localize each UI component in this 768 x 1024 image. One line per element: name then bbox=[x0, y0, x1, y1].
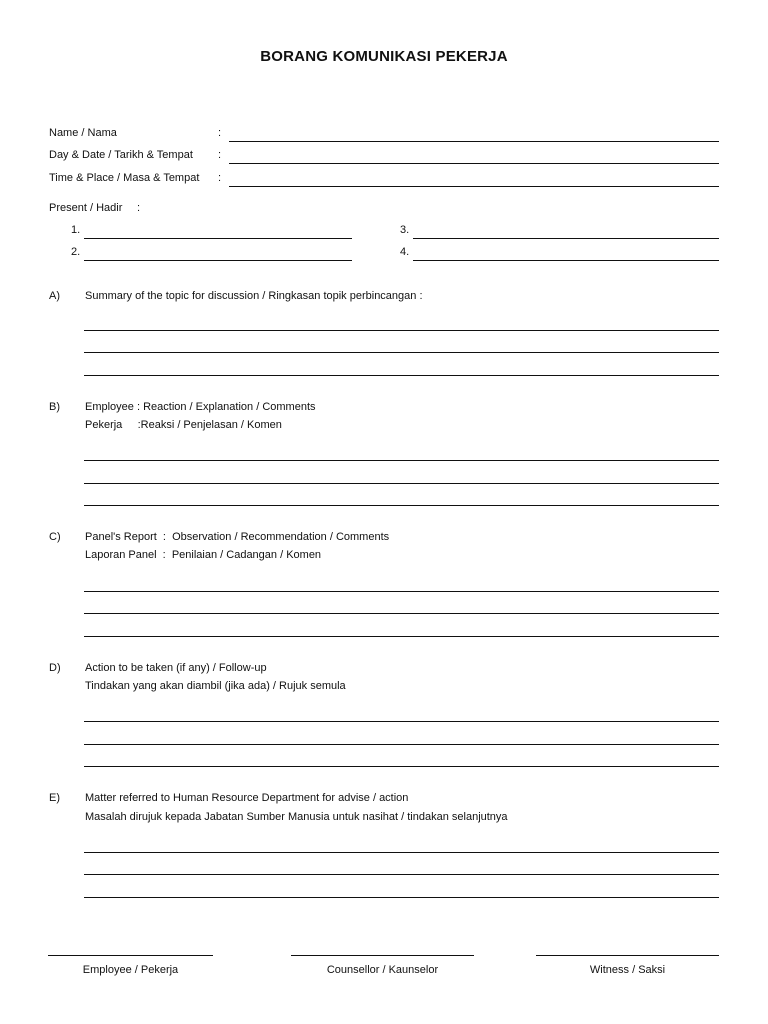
day-date-field[interactable] bbox=[229, 149, 719, 164]
attendee-field-3[interactable] bbox=[413, 224, 719, 239]
section-c-writing-line[interactable] bbox=[84, 613, 719, 614]
section-e-letter: E) bbox=[49, 792, 60, 804]
present-colon: : bbox=[137, 202, 141, 214]
section-e-writing-line[interactable] bbox=[84, 897, 719, 898]
section-d-heading: Action to be taken (if any) / Follow-up bbox=[85, 662, 267, 674]
section-b-heading: Employee : Reaction / Explanation / Comments bbox=[85, 401, 316, 413]
attendee-number-3: 3. bbox=[400, 224, 410, 236]
section-b-subheading: Pekerja :Reaksi / Penjelasan / Komen bbox=[85, 419, 282, 431]
section-a-heading: Summary of the topic for discussion / Ringkasan topik perbincangan : bbox=[85, 290, 423, 302]
witness-signature-label: Witness / Saksi bbox=[589, 964, 666, 976]
employee-signature-line[interactable] bbox=[48, 955, 213, 956]
section-c-heading: Panel's Report : Observation / Recommendation / Comments bbox=[85, 531, 390, 543]
time-place-label: Time & Place / Masa & Tempat bbox=[49, 172, 200, 184]
attendee-number-4: 4. bbox=[400, 246, 410, 258]
section-d-subheading: Tindakan yang akan diambil (jika ada) / Rujuk semula bbox=[85, 680, 346, 692]
section-a-writing-line[interactable] bbox=[84, 330, 719, 331]
name-label: Name / Nama bbox=[49, 127, 117, 139]
section-a-writing-line[interactable] bbox=[84, 352, 719, 353]
attendee-field-2[interactable] bbox=[84, 246, 352, 261]
section-c-writing-line[interactable] bbox=[84, 636, 719, 637]
present-label: Present / Hadir bbox=[49, 202, 123, 214]
section-c-subheading: Laporan Panel : Penilaian / Cadangan / Komen bbox=[85, 549, 322, 561]
day-date-label: Day & Date / Tarikh & Tempat bbox=[49, 149, 193, 161]
form-title: BORANG KOMUNIKASI PEKERJA bbox=[260, 48, 508, 65]
section-d-writing-line[interactable] bbox=[84, 721, 719, 722]
section-d-letter: D) bbox=[49, 662, 61, 674]
name-colon: : bbox=[218, 127, 222, 139]
attendee-field-4[interactable] bbox=[413, 246, 719, 261]
name-field[interactable] bbox=[229, 127, 719, 142]
section-d-writing-line[interactable] bbox=[84, 766, 719, 767]
section-b-writing-line[interactable] bbox=[84, 483, 719, 484]
attendee-number-1: 1. bbox=[71, 224, 81, 236]
counsellor-signature-line[interactable] bbox=[291, 955, 474, 956]
day-date-colon: : bbox=[218, 149, 222, 161]
attendee-field-1[interactable] bbox=[84, 224, 352, 239]
witness-signature-line[interactable] bbox=[536, 955, 719, 956]
time-place-colon: : bbox=[218, 172, 222, 184]
time-place-field[interactable] bbox=[229, 172, 719, 187]
attendee-number-2: 2. bbox=[71, 246, 81, 258]
section-e-heading: Matter referred to Human Resource Department for advise / action bbox=[85, 792, 409, 804]
section-c-letter: C) bbox=[49, 531, 61, 543]
section-b-writing-line[interactable] bbox=[84, 460, 719, 461]
section-e-writing-line[interactable] bbox=[84, 852, 719, 853]
section-c-writing-line[interactable] bbox=[84, 591, 719, 592]
section-a-writing-line[interactable] bbox=[84, 375, 719, 376]
counsellor-signature-label: Counsellor / Kaunselor bbox=[326, 964, 439, 976]
section-b-writing-line[interactable] bbox=[84, 505, 719, 506]
section-d-writing-line[interactable] bbox=[84, 744, 719, 745]
section-e-subheading: Masalah dirujuk kepada Jabatan Sumber Manusia untuk nasihat / tindakan selanjutnya bbox=[85, 811, 508, 823]
section-a-letter: A) bbox=[49, 290, 60, 302]
section-b-letter: B) bbox=[49, 401, 60, 413]
section-e-writing-line[interactable] bbox=[84, 874, 719, 875]
employee-signature-label: Employee / Pekerja bbox=[82, 964, 179, 976]
